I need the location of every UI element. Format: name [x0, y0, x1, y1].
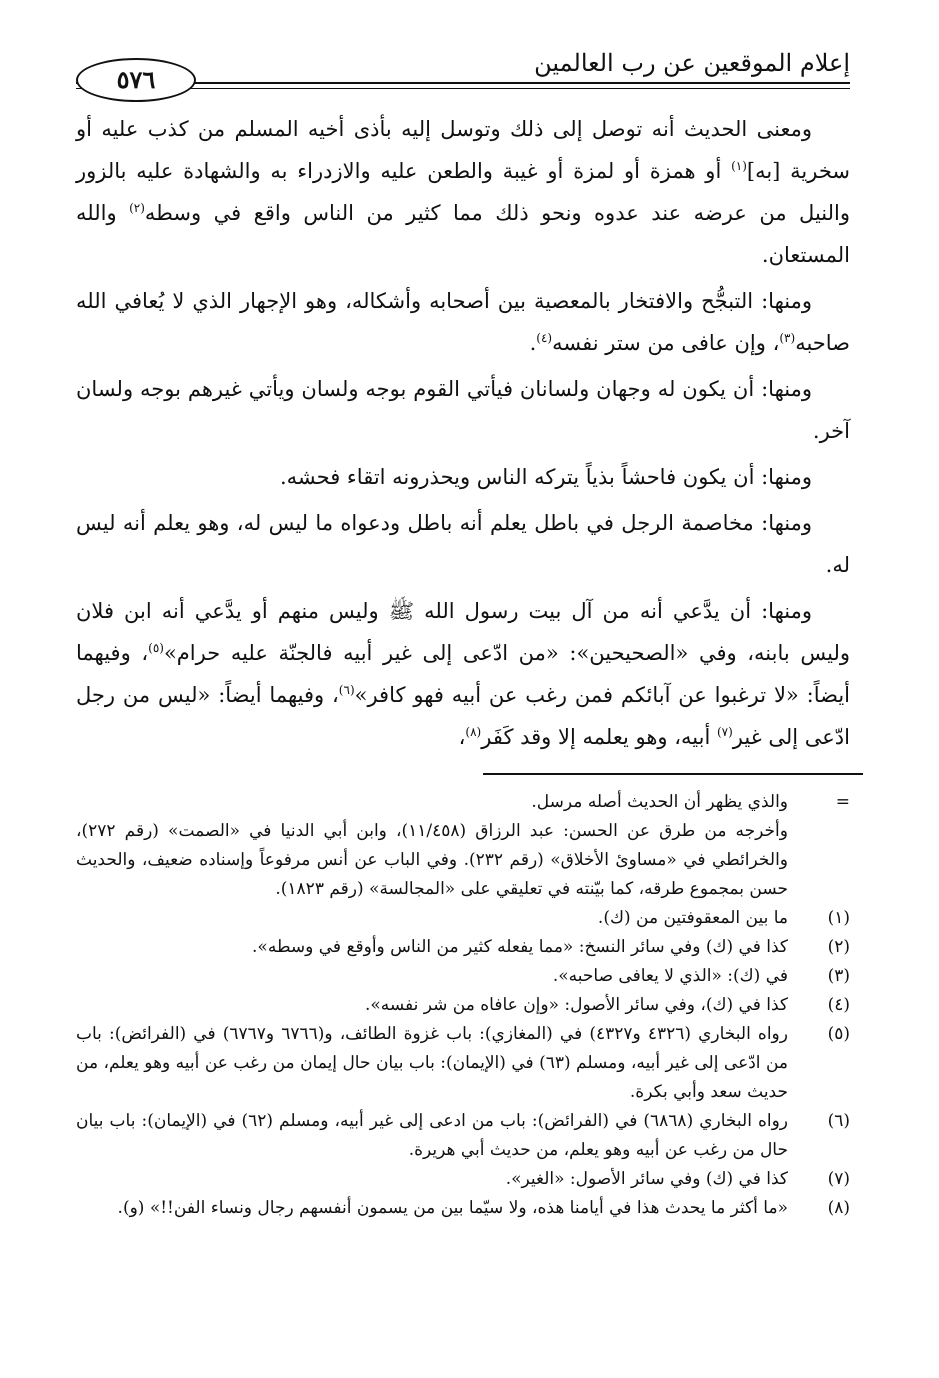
footnote-number: (١) — [827, 908, 850, 928]
footnote-ref[interactable]: (٥) — [148, 641, 164, 655]
footnote-item: (٦) رواه البخاري (٦٨٦٨) في (الفرائض): باب من ادعى إلى غير أبيه، ومسلم (٦٢) في (الإيمان): باب بيان حال من رغب عن أبيه وهو يعلم، من حديث أبي هريرة. — [76, 1107, 850, 1165]
footnote-item: (٣) في (ك): «الذي لا يعافى صاحبه». — [76, 962, 850, 991]
footnote-ref[interactable]: (٦) — [338, 683, 355, 697]
footnote-item: (٥) رواه البخاري (٤٣٢٦ و٤٣٢٧) في (المغازي): باب غزوة الطائف، و(٦٧٦٦ و٦٧٦٧) في (الفرائض): باب من ادّعى إلى غير أبيه، ومسلم (٦٣) في (الإيمان): باب بيان حال إيمان من رغب عن أبيه وهو يعلم، من حديث سعد وأبي بكرة. — [76, 1020, 850, 1107]
page-number: ٥٧٦ — [76, 58, 196, 102]
footnote-ref[interactable]: (٤) — [536, 331, 553, 345]
footnote-item: (٢) كذا في (ك) وفي سائر النسخ: «مما يفعله كثير من الناس وأوقع في وسطه». — [76, 933, 850, 962]
footnote-number: (٥) — [827, 1024, 850, 1044]
footnote-ref[interactable]: (٧) — [716, 725, 733, 739]
footnote-item: (٤) كذا في (ك)، وفي سائر الأصول: «وإن عافاه من شر نفسه». — [76, 991, 850, 1020]
running-title: إعلام الموقعين عن رب العالمين — [534, 49, 850, 77]
paragraph: ومنها: التبجُّح والافتخار بالمعصية بين أصحابه وأشكاله، وهو الإجهار الذي لا يُعافي الله صاحبه$^{(٣)}$، وإن عافى من ستر نفسه$^{(٤)}$. — [76, 289, 850, 355]
footnote-number: (٣) — [827, 966, 850, 986]
footnote-number: (٦) — [827, 1111, 850, 1131]
footnote-number: (٤) — [827, 995, 850, 1015]
footnote-ref[interactable]: (٨) — [465, 725, 482, 739]
paragraph: ومنها: مخاصمة الرجل في باطل يعلم أنه باطل ودعواه ما ليس له، وهو يعلم أنه ليس له. — [76, 511, 850, 577]
footnote-item: (٨) «ما أكثر ما يحدث هذا في أيامنا هذه، ولا سيّما بين من يسمون أنفسهم رجال ونساء الفن!!» (و). — [76, 1194, 850, 1223]
continuation-marker: = — [835, 792, 850, 812]
paragraph: ومنها: أن يكون له وجهان ولسانان فيأتي القوم بوجه ولسان ويأتي غيرهم بوجه ولسان آخر. — [76, 377, 850, 443]
main-text — [76, 108, 850, 762]
footnote-continuation: = والذي يظهر أن الحديث أصله مرسل. — [76, 788, 850, 817]
footnote-separator — [483, 773, 863, 775]
footnote-ref[interactable]: (٢) — [129, 201, 145, 215]
footnote-ref[interactable]: (٣) — [779, 331, 796, 345]
footnote-continuation-text: وأخرجه من طرق عن الحسن: عبد الرزاق (١١/٤٥٨)، وابن أبي الدنيا في «الصمت» (رقم ٢٧٢)، والخرائطي في «مساوئ الأخلاق» (رقم ٢٣٢). وفي الباب عن أنس مرفوعاً وإسناده ضعيف، والحديث حسن بمجموع طرقه، كما بيّنته في تعليقي على «المجالسة» (رقم ١٨٢٣). — [76, 821, 788, 899]
footnote-number: (٢) — [827, 937, 850, 957]
footnote-item: (٧) كذا في (ك) وفي سائر الأصول: «الغير». — [76, 1165, 850, 1194]
paragraph: ومنها: أن يكون فاحشاً بذياً يتركه الناس ويحذرونه اتقاء فحشه. — [279, 465, 812, 489]
footnote-number: (٨) — [827, 1198, 850, 1218]
running-header — [76, 38, 850, 98]
footnote-ref[interactable]: (١) — [731, 159, 747, 173]
footnotes — [76, 788, 850, 1223]
header-rule-thin — [76, 88, 850, 89]
paragraph: ومنها: أن يدَّعي أنه من آل بيت رسول الله ﷺ وليس منهم أو يدَّعي أنه ابن فلان وليس بابنه، وفي «الصحيحين»: «من ادّعى إلى غير أبيه فالجنّة عليه حرام»$^{(٥)}$، وفيهما أيضاً: «لا ترغبوا عن آبائكم فمن رغب عن أبيه فهو كافر»$^{(٦)}$، وفيهما أيضاً: «ليس من رجل ادّعى إلى غير$^{(٧)}$ أبيه، وهو يعلمه إلا وقد كَفَر$^{(٨)}$، — [76, 599, 850, 749]
footnote-number: (٧) — [827, 1169, 850, 1189]
footnote-item: (١) ما بين المعقوفتين من (ك). — [76, 904, 850, 933]
paragraph: ومعنى الحديث أنه توصل إلى ذلك وتوسل إليه بأذى أخيه المسلم من كذب عليه أو سخرية [به]$^{(١)}$ أو همزة أو لمزة أو غيبة والطعن عليه والازدراء به والشهادة عليه بالزور والنيل من عرضه عند عدوه ونحو ذلك مما كثير من الناس واقع في وسطه$^{(٢)}$ والله المستعان. — [76, 117, 851, 267]
